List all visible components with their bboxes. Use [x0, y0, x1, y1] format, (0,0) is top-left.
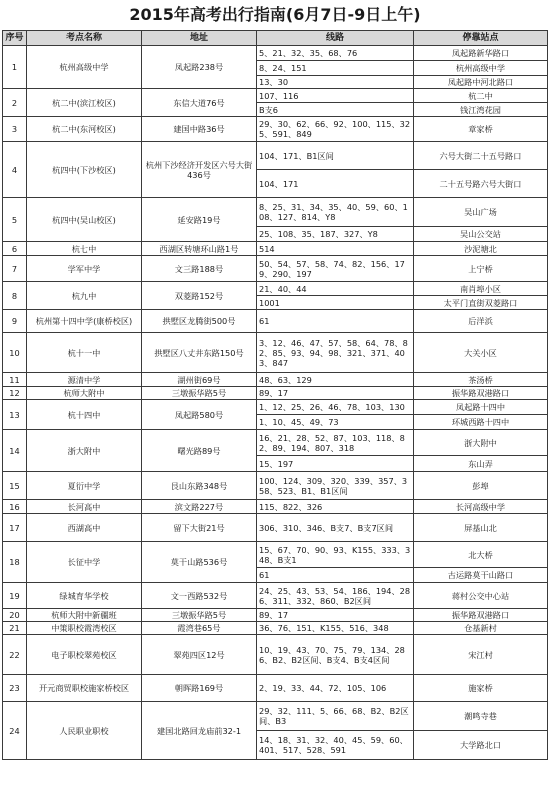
table-row: [3, 89, 548, 103]
row-number: 9: [3, 310, 27, 333]
bus-lines: 306、310、346、B支7、B支7区间: [257, 514, 414, 542]
bus-lines: 115、822、326: [257, 500, 414, 514]
bus-lines: 3、12、46、47、57、58、64、78、82、85、93、94、98、321、371、403、847: [257, 333, 414, 373]
bus-lines: 104、171: [257, 170, 414, 198]
school-address: 文三路188号: [142, 256, 257, 282]
bus-stop: 环城西路十四中: [414, 415, 548, 430]
row-number: 19: [3, 583, 27, 609]
school-name: 人民职业职校: [27, 702, 142, 760]
bus-lines: 1、10、45、49、73: [257, 415, 414, 430]
row-number: 7: [3, 256, 27, 282]
row-number: 24: [3, 702, 27, 760]
school-name: 杭师大附中新疆班: [27, 609, 142, 622]
row-number: 22: [3, 635, 27, 675]
school-address: 杭州下沙经济开发区六号大街436号: [142, 142, 257, 198]
header-school: 考点名称: [27, 31, 142, 46]
row-number: 2: [3, 89, 27, 117]
school-address: 艮山东路348号: [142, 472, 257, 500]
header-stop: 停靠站点: [414, 31, 548, 46]
school-address: 拱墅区八丈井东路150号: [142, 333, 257, 373]
school-address: 拱墅区龙腾街500号: [142, 310, 257, 333]
school-address: 莫干山路536号: [142, 542, 257, 583]
row-number: 13: [3, 400, 27, 430]
school-name: 夏衍中学: [27, 472, 142, 500]
row-number: 23: [3, 675, 27, 702]
school-address: 留下大街21号: [142, 514, 257, 542]
bus-lines: 89、17: [257, 609, 414, 622]
bus-stop: 太平门直街双菱路口: [414, 296, 548, 310]
bus-stop: 施家桥: [414, 675, 548, 702]
school-name: 浙大附中: [27, 430, 142, 472]
bus-lines: 514: [257, 242, 414, 256]
school-address: 凤起路580号: [142, 400, 257, 430]
table-row: [3, 198, 548, 227]
header-lines: 线路: [257, 31, 414, 46]
school-address: 三墩振华路5号: [142, 609, 257, 622]
bus-stop: 仓基新村: [414, 622, 548, 635]
table-row: [3, 387, 548, 400]
table-row: [3, 430, 548, 456]
school-address: 曙光路89号: [142, 430, 257, 472]
bus-stop: 钱江湾花园: [414, 103, 548, 117]
table-body: [3, 46, 548, 760]
row-number: 3: [3, 117, 27, 142]
school-name: 杭九中: [27, 282, 142, 310]
school-address: 建国中路36号: [142, 117, 257, 142]
bus-lines: 100、124、309、320、339、357、358、523、B1、B1区间: [257, 472, 414, 500]
header-no: 序号: [3, 31, 27, 46]
bus-stop: 凤起路十四中: [414, 400, 548, 415]
bus-stop: 浙大附中: [414, 430, 548, 456]
table-row: [3, 542, 548, 568]
row-number: 15: [3, 472, 27, 500]
bus-stop: 大学路北口: [414, 731, 548, 760]
row-number: 21: [3, 622, 27, 635]
table-row: [3, 514, 548, 542]
table-row: [3, 242, 548, 256]
row-number: 5: [3, 198, 27, 242]
school-name: 杭四中(吴山校区): [27, 198, 142, 242]
bus-lines: 1001: [257, 296, 414, 310]
bus-stop: 长河高级中学: [414, 500, 548, 514]
bus-lines: 48、63、129: [257, 373, 414, 387]
table-row: [3, 609, 548, 622]
route-table: [2, 30, 548, 760]
school-name: 杭十四中: [27, 400, 142, 430]
bus-lines: 50、54、57、58、74、82、156、179、290、197: [257, 256, 414, 282]
bus-stop: 吴山公交站: [414, 227, 548, 242]
bus-lines: 13、30: [257, 76, 414, 89]
table-row: [3, 500, 548, 514]
bus-lines: 1、12、25、26、46、78、103、130: [257, 400, 414, 415]
bus-lines: 16、21、28、52、87、103、118、82、89、194、807、318: [257, 430, 414, 456]
row-number: 8: [3, 282, 27, 310]
table-row: [3, 472, 548, 500]
table-row: [3, 635, 548, 675]
table-row: [3, 256, 548, 282]
school-address: 凤起路238号: [142, 46, 257, 89]
school-name: 西湖高中: [27, 514, 142, 542]
row-number: 1: [3, 46, 27, 89]
school-address: 翠苑四区12号: [142, 635, 257, 675]
row-number: 12: [3, 387, 27, 400]
row-number: 11: [3, 373, 27, 387]
bus-lines: 21、40、44: [257, 282, 414, 296]
bus-lines: 15、67、70、90、93、K155、333、348、B支1: [257, 542, 414, 568]
bus-stop: 潮鸣寺巷: [414, 702, 548, 731]
school-address: 延安路19号: [142, 198, 257, 242]
header-row: [3, 31, 548, 46]
school-name: 长征中学: [27, 542, 142, 583]
page-title: 2015年高考出行指南(6月7日-9日上午): [129, 5, 421, 24]
school-address: 湖州街69号: [142, 373, 257, 387]
bus-lines: 25、108、35、187、327、Y8: [257, 227, 414, 242]
row-number: 17: [3, 514, 27, 542]
bus-lines: 5、21、32、35、68、76: [257, 46, 414, 61]
table-header: [3, 31, 548, 46]
bus-lines: 29、30、62、66、92、100、115、325、591、849: [257, 117, 414, 142]
row-number: 14: [3, 430, 27, 472]
bus-stop: 振华路双港路口: [414, 609, 548, 622]
bus-lines: B支6: [257, 103, 414, 117]
bus-stop: 蒋村公交中心站: [414, 583, 548, 609]
school-name: 杭二中(东河校区): [27, 117, 142, 142]
bus-lines: 2、19、33、44、72、105、106: [257, 675, 414, 702]
bus-lines: 89、17: [257, 387, 414, 400]
school-name: 开元商贸职校施家桥校区: [27, 675, 142, 702]
school-address: 霞湾巷65号: [142, 622, 257, 635]
bus-lines: 8、24、151: [257, 61, 414, 76]
school-address: 西湖区转塘环山路1号: [142, 242, 257, 256]
header-address: 地址: [142, 31, 257, 46]
row-number: 4: [3, 142, 27, 198]
school-name: 学军中学: [27, 256, 142, 282]
school-name: 杭州第十四中学(康桥校区): [27, 310, 142, 333]
bus-stop: 章家桥: [414, 117, 548, 142]
bus-stop: 杭州高级中学: [414, 61, 548, 76]
table-row: [3, 675, 548, 702]
bus-lines: 61: [257, 310, 414, 333]
school-name: 杭州高级中学: [27, 46, 142, 89]
bus-stop: 屏基山北: [414, 514, 548, 542]
bus-lines: 36、76、151、K155、516、348: [257, 622, 414, 635]
bus-lines: 14、18、31、32、40、45、59、60、401、517、528、591: [257, 731, 414, 760]
row-number: 16: [3, 500, 27, 514]
bus-lines: 10、19、43、70、75、79、134、286、B2、B2区间、B支4、B支4区间: [257, 635, 414, 675]
bus-lines: 29、32、111、5、66、68、B2、B2区间、B3: [257, 702, 414, 731]
school-address: 朝晖路169号: [142, 675, 257, 702]
school-name: 杭师大附中: [27, 387, 142, 400]
bus-stop: 东山弄: [414, 456, 548, 472]
bus-stop: 振华路双港路口: [414, 387, 548, 400]
school-name: 长河高中: [27, 500, 142, 514]
table-row: [3, 117, 548, 142]
bus-stop: 上宁桥: [414, 256, 548, 282]
school-name: 电子职校翠苑校区: [27, 635, 142, 675]
row-number: 18: [3, 542, 27, 583]
table-row: [3, 46, 548, 61]
bus-stop: 杭二中: [414, 89, 548, 103]
table-row: [3, 333, 548, 373]
bus-stop: 吴山广场: [414, 198, 548, 227]
bus-stop: 北大桥: [414, 542, 548, 568]
school-name: 杭四中(下沙校区): [27, 142, 142, 198]
table-row: [3, 400, 548, 415]
bus-lines: 15、197: [257, 456, 414, 472]
bus-lines: 8、25、31、34、35、40、59、60、108、127、814、Y8: [257, 198, 414, 227]
school-name: 源清中学: [27, 373, 142, 387]
table-row: [3, 702, 548, 731]
table-row: [3, 583, 548, 609]
school-name: 杭七中: [27, 242, 142, 256]
row-number: 6: [3, 242, 27, 256]
school-address: 文一西路532号: [142, 583, 257, 609]
bus-stop: 茶汤桥: [414, 373, 548, 387]
table-row: [3, 282, 548, 296]
bus-stop: 大关小区: [414, 333, 548, 373]
bus-stop: 凤起路中河北路口: [414, 76, 548, 89]
school-name: 杭十一中: [27, 333, 142, 373]
row-number: 10: [3, 333, 27, 373]
table-row: [3, 310, 548, 333]
school-address: 建国北路回龙庙前32-1: [142, 702, 257, 760]
bus-lines: 107、116: [257, 89, 414, 103]
bus-stop: 二十五号路六号大街口: [414, 170, 548, 198]
school-address: 双菱路152号: [142, 282, 257, 310]
bus-stop: 后洋浜: [414, 310, 548, 333]
table-row: [3, 373, 548, 387]
bus-stop: 沙泥塘北: [414, 242, 548, 256]
bus-lines: 61: [257, 568, 414, 583]
bus-stop: 宋江村: [414, 635, 548, 675]
table-row: [3, 622, 548, 635]
school-name: 中策职校霞湾校区: [27, 622, 142, 635]
bus-lines: 24、25、43、53、54、186、194、286、311、332、860、B2区间: [257, 583, 414, 609]
table-row: [3, 142, 548, 170]
school-address: 东信大道76号: [142, 89, 257, 117]
bus-stop: 凤起路新华路口: [414, 46, 548, 61]
school-name: 绿城育华学校: [27, 583, 142, 609]
row-number: 20: [3, 609, 27, 622]
school-address: 滨文路227号: [142, 500, 257, 514]
bus-stop: 彭埠: [414, 472, 548, 500]
bus-lines: 104、171、B1区间: [257, 142, 414, 170]
school-name: 杭二中(滨江校区): [27, 89, 142, 117]
bus-stop: 六号大街二十五号路口: [414, 142, 548, 170]
bus-stop: 南肖埠小区: [414, 282, 548, 296]
school-address: 三墩振华路5号: [142, 387, 257, 400]
bus-stop: 古运路莫干山路口: [414, 568, 548, 583]
